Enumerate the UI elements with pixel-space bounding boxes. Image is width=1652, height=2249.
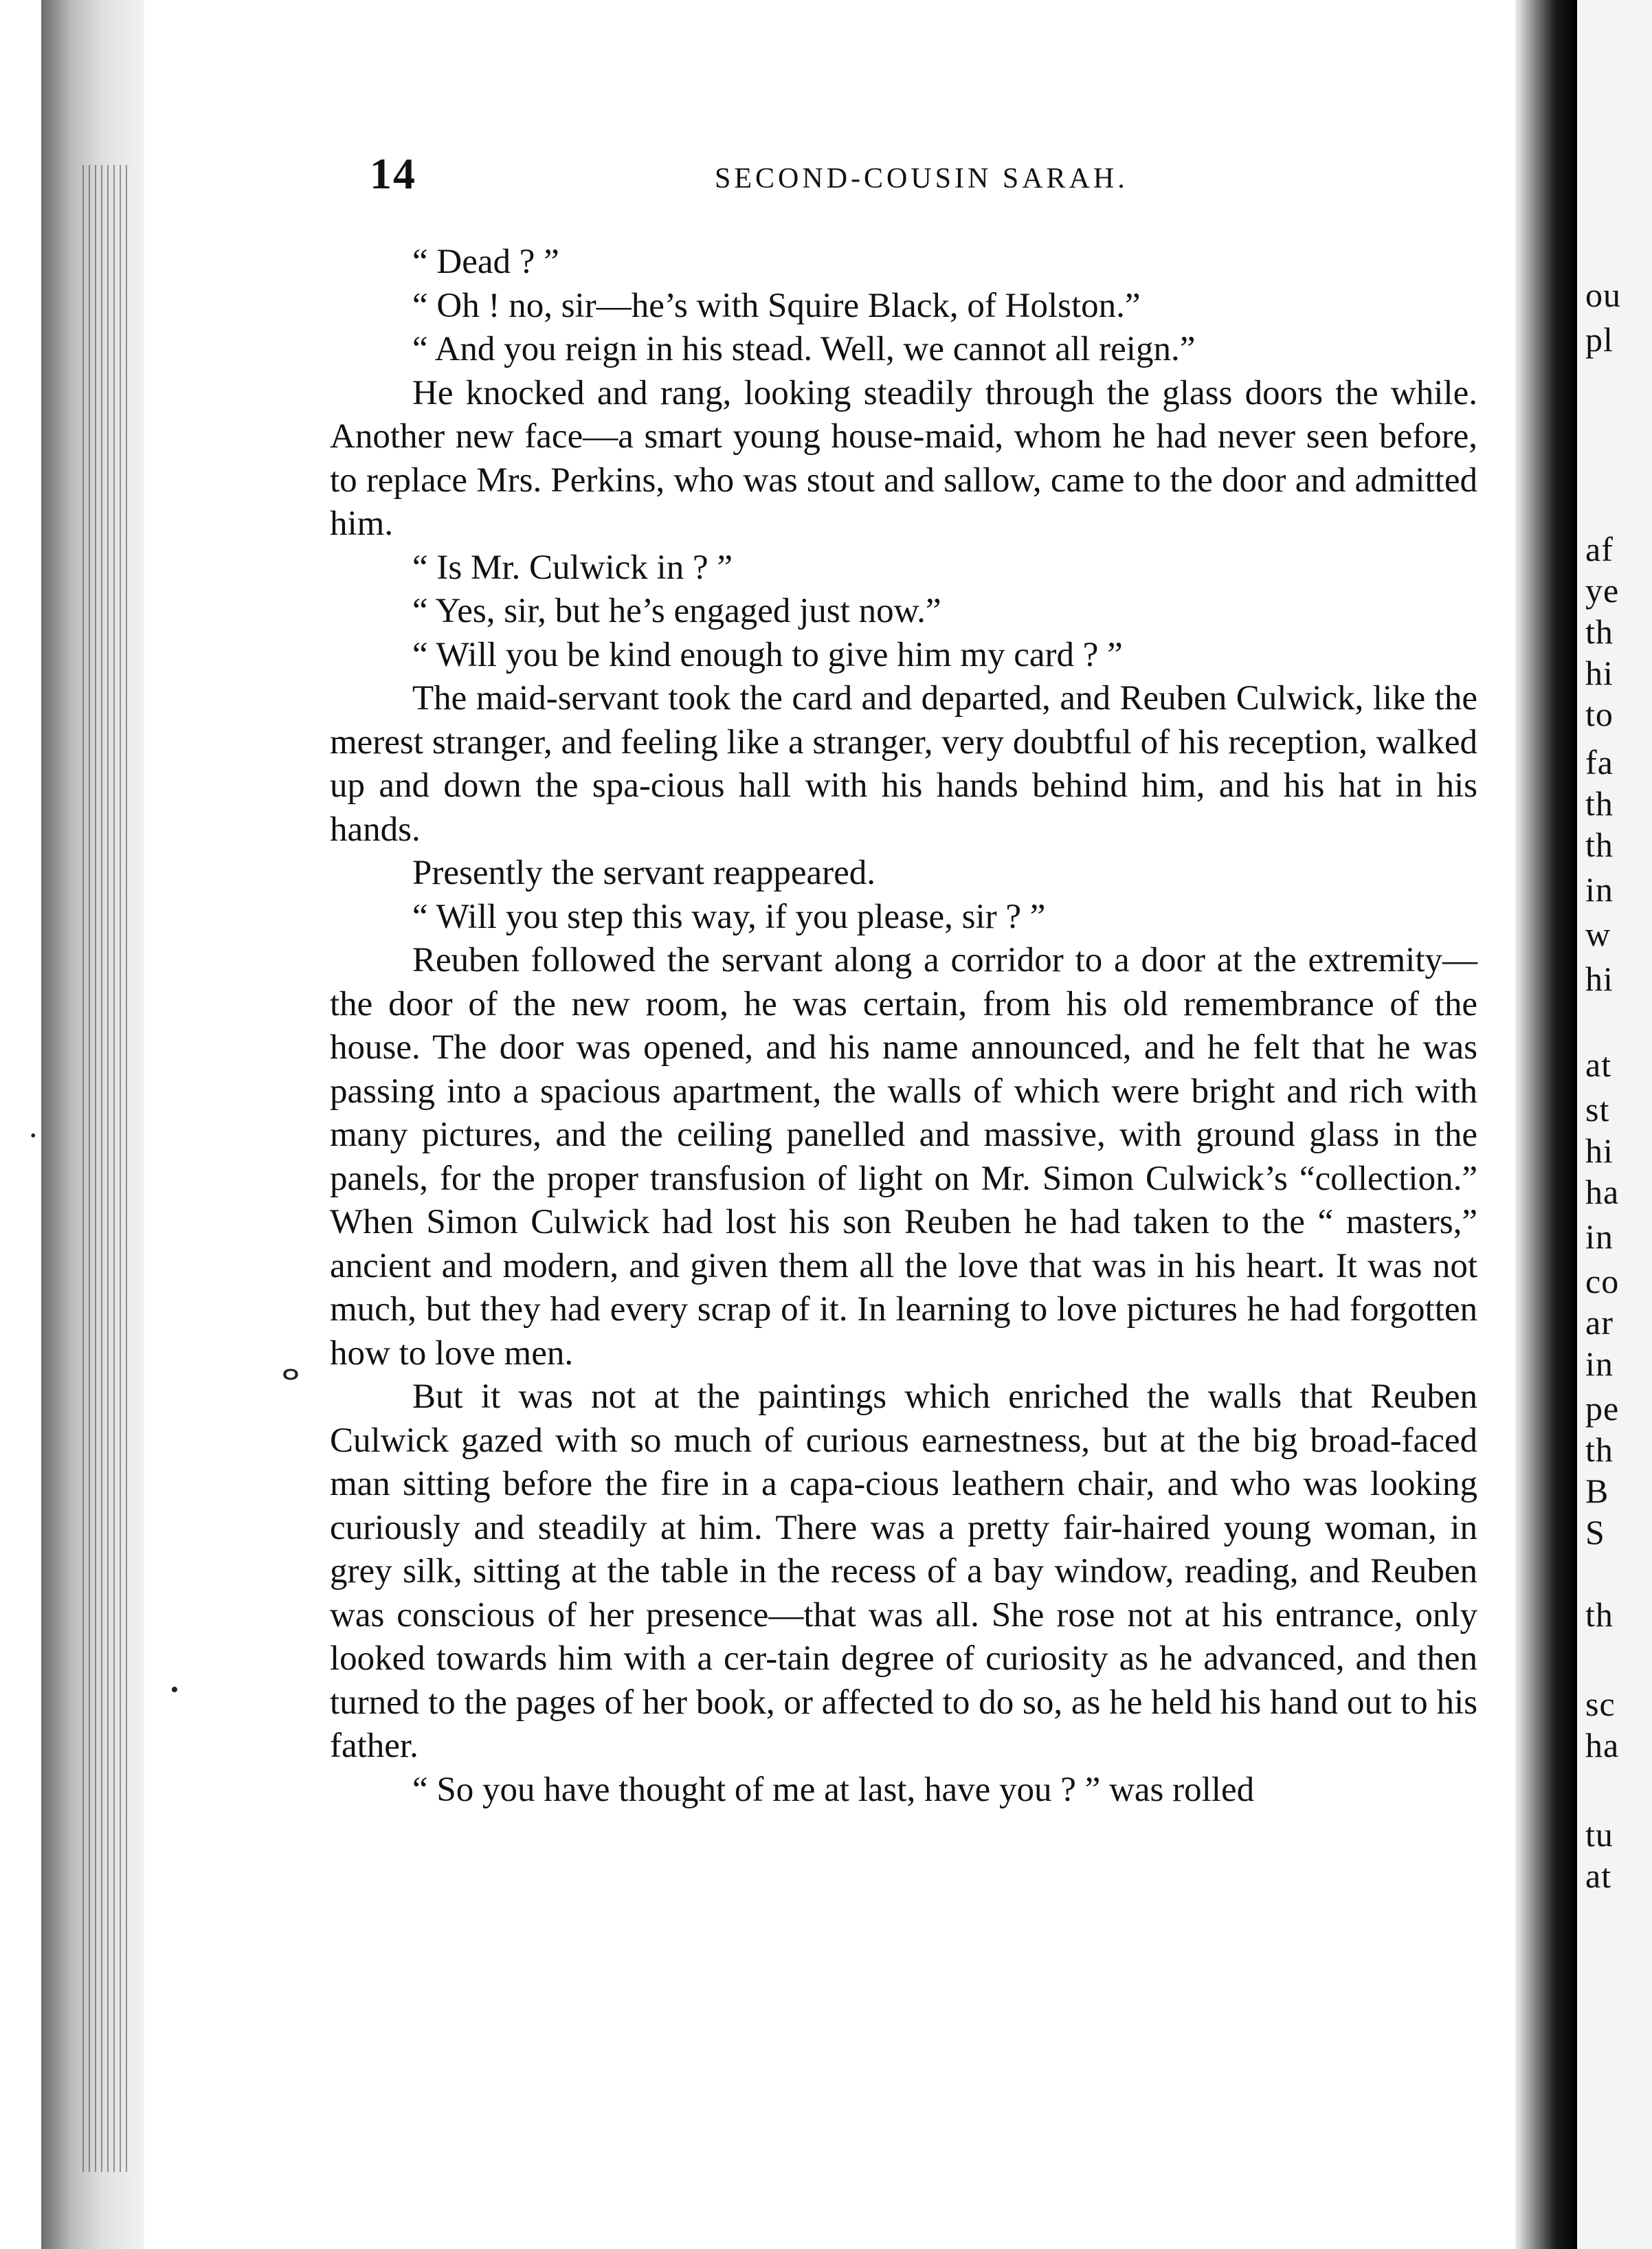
facing-page-text-fragment: at	[1585, 1857, 1612, 1895]
facing-page-text-fragment: ha	[1585, 1173, 1620, 1211]
paragraph: The maid-servant took the card and departed, and Reuben Culwick, like the merest stranger, and feeling like a stranger, very doubtful of his reception, walked up and down the spa-cious hall with his hands behind him, and his hat in his hands.	[330, 679, 1477, 849]
facing-page-text-fragment: th	[1585, 1430, 1614, 1469]
facing-page-text-fragment: hi	[1585, 654, 1614, 692]
paragraph: Presently the servant reappeared.	[412, 854, 876, 892]
facing-page-text-fragment: ou	[1585, 276, 1621, 314]
facing-page-text-fragment: hi	[1585, 1131, 1614, 1170]
facing-page-text-fragment: st	[1585, 1090, 1610, 1129]
running-head	[330, 144, 1498, 213]
facing-page-text-fragment: th	[1585, 826, 1614, 864]
paragraph: He knocked and rang, looking steadily through the glass doors the while. Another new face—a smart young house-maid, whom he had never seen before, to replace Mrs. Perkins, who was stout and sallow, came to the door and admitted him.	[330, 373, 1477, 543]
paragraph: “ Dead ? ”	[412, 243, 559, 281]
facing-page-text-fragment: pe	[1585, 1389, 1620, 1428]
facing-page-text-fragment: tu	[1585, 1815, 1614, 1854]
paragraph: “ Yes, sir, but he’s engaged just now.”	[412, 592, 941, 630]
book-gutter-shadow	[1515, 0, 1577, 2249]
paragraph: “ Oh ! no, sir—he’s with Squire Black, of Holston.”	[412, 286, 1141, 325]
facing-page-text-fragment: in	[1585, 870, 1614, 909]
paragraph: Reuben followed the servant along a corridor to a door at the extremity—the door of the new room, he was certain, from his old remembrance of the house. The door was opened, and his name announced, and he felt that he was passing into a spacious apartment, the walls of which were bright and rich with many pictures, and the ceiling panelled and massive, with ground glass in the panels, for the proper transfusion of light on Mr. Simon Culwick’s “collection.” When Simon Culwick had lost his son Reuben he had taken to the “ masters,” ancient and modern, and given them all the love that was in his heart. It was not much, but they had every scrap of it. In learning to love pictures he had forgotten how to love men.	[330, 941, 1477, 1373]
facing-page-text-fragment: to	[1585, 695, 1614, 733]
margin-mark: ⴰ	[282, 1355, 300, 1386]
margin-dot: •	[170, 1677, 179, 1703]
body-text	[330, 241, 1498, 1812]
paragraph: “ Will you step this way, if you please, sir ? ”	[412, 897, 1046, 936]
page-number: 14	[370, 149, 416, 198]
facing-page-text-fragment: th	[1585, 612, 1614, 651]
running-title: SECOND-COUSIN SARAH.	[715, 163, 1128, 195]
facing-page-text-fragment: pl	[1585, 320, 1614, 359]
margin-dot: •	[30, 1127, 36, 1145]
facing-page-text-fragment: sc	[1585, 1685, 1616, 1723]
facing-page-text-fragment: af	[1585, 530, 1614, 568]
facing-page-text-fragment: in	[1585, 1217, 1614, 1256]
facing-page-text-fragment: co	[1585, 1262, 1620, 1300]
book-page	[330, 144, 1498, 2172]
paragraph: “ And you reign in his stead. Well, we cannot all reign.”	[412, 330, 1196, 368]
facing-page-text-fragment: ha	[1585, 1726, 1620, 1764]
facing-page-text-fragment: B	[1585, 1472, 1609, 1510]
facing-page-text-fragment: hi	[1585, 960, 1614, 998]
paragraph: “ Is Mr. Culwick in ? ”	[412, 548, 733, 587]
facing-page-text-fragment: ye	[1585, 571, 1620, 610]
page-edge-lines	[82, 165, 131, 2172]
paragraph: “ Will you be kind enough to give him my card ? ”	[412, 635, 1123, 674]
facing-page-text-fragment: fa	[1585, 743, 1614, 782]
paragraph: “ So you have thought of me at last, have you ? ” was rolled	[412, 1770, 1255, 1809]
facing-page-text-fragment: w	[1585, 915, 1611, 953]
facing-page-text-fragment: S	[1585, 1513, 1605, 1551]
facing-page-edge	[1577, 0, 1652, 2249]
facing-page-text-fragment: th	[1585, 784, 1614, 823]
paragraph: But it was not at the paintings which enriched the walls that Reuben Culwick gazed with so much of curious earnestness, but at the big broad-faced man sitting before the fire in a capa-cious leathern chair, and who was looking curiously and steadily at him. There was a pretty fair-haired young woman, in grey silk, sitting at the table in the recess of a bay window, reading, and Reuben was conscious of her presence—that was all. She rose not at his entrance, only looked towards him with a cer-tain degree of curiosity as he advanced, and then turned to the pages of her book, or affected to do so, as he held his hand out to his father.	[330, 1377, 1477, 1765]
facing-page-text-fragment: th	[1585, 1595, 1614, 1634]
facing-page-text-fragment: ar	[1585, 1303, 1614, 1342]
facing-page-text-fragment: at	[1585, 1045, 1612, 1084]
facing-page-text-fragment: in	[1585, 1344, 1614, 1383]
